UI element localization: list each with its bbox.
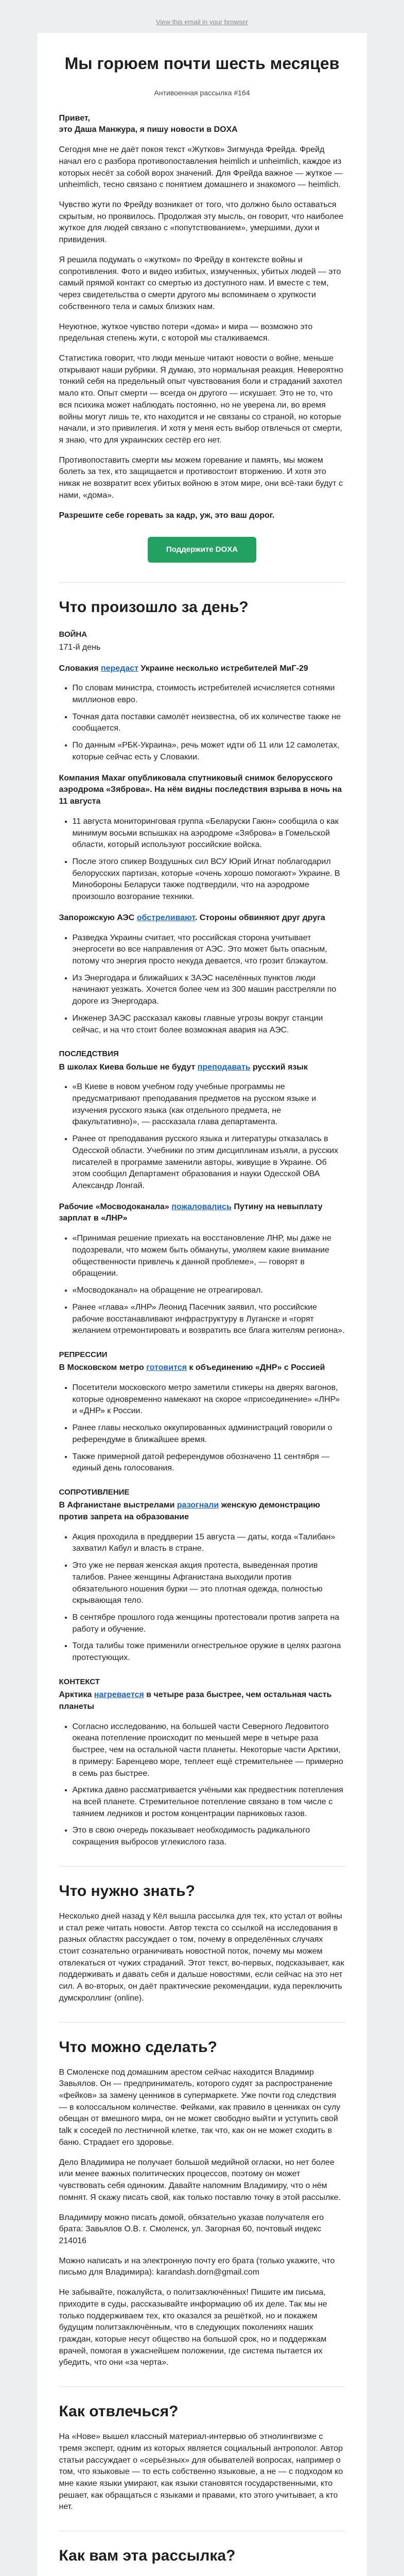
section-title-what-happened: Что произошло за день? [59,598,249,616]
headline-text: Запорожскую АЭС [59,913,137,922]
list-item: • Согласно исследованию, на большей части Северного Ледовитого океана потепление происходит по меньшей мере в четыре раза быстрее, чем на остальной части планеты. Некоторые части Арктики, в примеру: Баренцево море, теплеет ещё стремительнее — примерно в семь раз быстрее. [73,1721,345,1780]
divider [59,1866,345,1867]
newsletter-number: Антивоенная рассылка #164 [154,88,250,97]
headline-afghanistan [59,1500,345,1523]
list-item: • Это в свою очередь показывает необходимость радикального сокращения выбросов углекислого газа. [73,1825,345,1848]
divider [59,2022,345,2023]
list-item: • Ранее главы несколько оккупированных администраций говорили о референдуме в ближайшее время. [73,1422,345,1446]
greeting-line-2: это Даша Манжура, я пишу новости в DOXA [59,125,238,134]
rubric-context: КОНТЕКСТ [59,1677,100,1686]
headline-link[interactable]: пожаловались [171,1202,232,1211]
headline-link[interactable]: готовится [146,1363,187,1372]
divider [59,582,345,583]
headline-slovakia [59,663,345,675]
list-item: • Инженер ЗАЭС рассказал каковы главные угрозы вокруг станции сейчас, и на что стоит более возможная авария на АЭС. [73,1013,345,1036]
headline-text: женскую демонстрацию против запрета на образование [59,1501,320,1522]
headline-text: к объединению «ДНР» с Россией [186,1363,325,1372]
list-item: • По данным «РБК-Украина», речь может идти об 11 или 12 самолетах, которые сейчас есть у Словакии. [73,740,345,763]
hero-title: Мы горюем почти шесть месяцев [64,54,340,73]
top-bar [0,18,404,27]
greeting-line-1: Привет, [59,113,90,123]
bullet-list-kyiv [59,1081,345,1192]
bullet-list-arctic [59,1721,345,1849]
list-item: • Разведка Украины считает, что российская сторона учитывает энергосети во все направления от АЭС. Это может быть опасным, потому что энергия просто некуда девается, что грозит блэкаутом. [73,933,345,968]
section-title-what-to-do: Что можно сделать? [59,2038,217,2056]
list-item: • 11 августа мониторинговая группа «Беларуски Гаюн» сообщила о как минимум восьми вспышках на аэродроме «Зяброва» в Гомельской области, который используют российские войска. [73,816,345,851]
headline-text: Словакия [59,664,101,673]
headline-text: в четыре раза быстрее, чем остальная часть планеты [59,1690,332,1711]
headline-metro [59,1362,345,1374]
list-item: • Из Энергодара и ближайших к ЗАЭС населённых пунктов люди начинают уезжать. Хочется более чем из 300 машин расстреляли по дороге из Энергодара. [73,973,345,1008]
list-item: • Арктика давно рассматривается учёными как предвестник потепления на всей планете. Стремительное потепление связано в том числе с таянием ледников и ростом концентрации парниковых газов. [73,1785,345,1820]
list-item: • Ранее от преподавания русского языка и литературы отказалась в Одесской области. Учебники по этим дисциплинам изъяли, а русских писателей в программе заменили авторы, живущие в Украине. Об этом сообщил Департамент образования и науки Одесской ОВА Александр Лонгай. [73,1133,345,1192]
list-item: • Посетители московского метро заметили стикеры на дверях вагонов, которые одновременно намекают на скорое «присоединение» «ЛНР» и «ДНР» к России. [73,1382,345,1417]
bullet-list-metro [59,1382,345,1475]
view-in-browser-link[interactable]: View this email in your browser [156,18,248,26]
list-item: • По словам министра, стоимость истребителей исчисляется сотнями миллионов евро. [73,683,345,706]
list-item: • «Принимая решение приехать на восстановление ЛНР, мы даже не подозревали, что можем быть обмануты, умоляем какие внимание общественности привлечь к данной проблеме», — говорят в обращении. [73,1233,345,1280]
need-to-know-paragraph: Несколько дней назад у Кёл вышла рассылка для тех, кто устал от войны и стал реже читать новости. Автор текста со ссылкой на исследования в разных областях рассуждает о том, почему в определённых случаях стоит сознательно ограничивать новостной поток, почему мы можем отвлекаться от чужих страданий. Этот текст, во-первых, подсказывает, как поддерживать и давать себя и дальше новостями, если сейчас на это нет сил. А во-вторых, он даёт практические рекомендации, куда переключить думскроллинг (online). [59,1911,344,2003]
distract-paragraph: На «Нове» вышел классный материал-интервью об этнолингвизме с тремя эксперт, одним из которых является социальный антрополог. Автор статьи рассуждает о «серьёзных» для обывателей вопросах, например о том, что языковые — то есть собственно языковые, а не — с подходом ко мне какие языки умирают, как языки становятся государственными, кто решает, как обращаться с языками и правами, кто этого учитывает, а кто нет. [59,2432,343,2512]
email-card [38,33,367,2576]
headline-zaporizhzhia [59,912,345,924]
intro-paragraph-3: Я решила подумать о «жутком» по Фрейду в контексте войны и сопротивления. Фото и видео избитых, измученных, убитых людей — это самый прямой контакт со смертью из доступного нам. И вместе с тем, через свидетельства о смерти другого мы вспоминаем о хрупкости собственного тела и самых близких нам. [59,255,341,311]
what-to-do-paragraph-1: В Смоленске под домашним арестом сейчас находится Владимир Завьялов. Он — предприниматель, которого судят за распространение «фейков» за замену ценников в супермаркете. Уже почти год следствия — в колоссальном количестве. Фейками, как правило в ценниках он сулу обещан от вмешного мира, он не может свободно выйти и уступить свой talk к соседей по лестничной клетке, так что, как он не может сходить в баню. Страдает его здоровье. [59,2067,341,2147]
what-to-do-paragraph-3: Владимиру можно писать домой, обязательно указав получателя его брата: Завьялов О.В. г. Смоленск, ул. Загорная 60, почтовый индекс 214016 [59,2213,324,2245]
list-item: • Это уже не первая женская акция протеста, выведенная против талибов. Ранее женщины Афганистана выходили против обязательного ношения бурки — это плотная одежда, полностью скрывающая тело. [73,1560,345,1607]
headline-text: русский язык [250,1062,308,1072]
headline-arctic [59,1689,345,1713]
headline-text: . Стороны обвиняют друг друга [195,913,325,922]
bullet-list-workers [59,1233,345,1337]
headline-link[interactable]: нагревается [94,1690,144,1700]
list-item: • «Мосводоканал» на обращение не отреагировал. [73,1285,345,1297]
headline-text: В Афганистане выстрелами [59,1501,177,1510]
list-item: • Тогда талибы тоже применили огнестрельное оружие в целях разгона протестующих. [73,1640,345,1664]
list-item: • «В Киеве в новом учебном году учебные программы не предусматривают преподавания предметов на русском языке и изучения русского языка (как отдельного предмета, не факультативно)», — рассказала глава департамента. [73,1081,345,1128]
intro-paragraph-4: Неуютное, жуткое чувство потери «дома» и мира — возможно это предельная степень жути, с которой мы сталкиваемся. [59,322,313,343]
headline-text: В школах Киева больше не будут [59,1062,198,1072]
headline-link[interactable]: разогнали [177,1501,219,1510]
what-to-do-paragraph-4: Можно написать и на электронную почту его брата (только укажите, что письмо для Владимира): karandash.dorn@gmail.com [59,2256,335,2277]
section-title-how-to-distract: Как отвлечься? [59,2403,179,2420]
bullet-list-zaporizhzhia [59,933,345,1037]
intro-paragraph-5: Статистика говорит, что люди меньше читают новости о войне, меньше открывают наши рубрики. Я думаю, это нормальная реакция. Невероятно тонкий себя на предельный опыт чувствования боли и страданий захотел мало кто. Опыт смерти — всегда он другого — искушает. Это не то, что вся психика может наблюдать постоянно, но не уверена ли, во время войны могут лишь те, кто находится и не связаны со страной, но которые начали, и это привилегия. И хотя у меня есть выбор отвлечься от смерти, я знаю, что для украинских сестёр его нет. [59,353,343,445]
intro-paragraph-1: Сегодня мне не даёт покоя текст «Жутков» Зигмунда Фрейда. Фрейд начал его с разбора противопоставления heimlich и unheimlich, каждое из которых несёт за собой ворох значений. Для Фрейда важное — жуткое — unheimlich, тесно связано с понятием домашнего и знакомого — heimlich. [59,145,343,190]
section-title-feedback: Как вам эта рассылка? [59,2547,236,2565]
list-item: • Также примерной датой референдумов обозначено 11 сентября — единый день голосования. [73,1451,345,1475]
donate-button-top[interactable]: Поддержите DOXA [148,537,256,562]
donate-block-1 [59,537,345,562]
bullet-list-afghanistan [59,1532,345,1664]
section-title-need-to-know: Что нужно знать? [59,1882,195,1900]
list-item: • Акция проходила в преддверии 15 августа — даты, когда «Талибан» захватил Кабул и власть в стране. [73,1532,345,1555]
headline-link[interactable]: преподавать [197,1062,251,1072]
bullet-list-slovakia [59,683,345,763]
bullet-list-maxar [59,816,345,903]
intro-paragraph-6: Противопоставить смерти мы можем горевание и память, мы можем болеть за тех, кто защищается и противостоит вторжению. И хотя это никак не возвратит всех убитых войною в этом мире, они всё-таки будут с нами, «дома». [59,455,343,500]
headline-text: Украине несколько истребителей МиГ-29 [138,664,308,673]
headline-workers [59,1201,345,1225]
headline-text: Арктика [59,1690,94,1700]
list-item: • Точная дата поставки самолёт неизвестна, об их количестве также не сообщается. [73,711,345,735]
headline-kyiv [59,1062,345,1074]
rubric-resistance: СОПРОТИВЛЕНИЕ [59,1488,130,1497]
headline-link[interactable]: обстреливают [136,913,195,922]
rubric-consequences: ПОСЛЕДСТВИЯ [59,1049,119,1059]
intro-paragraph-7: Разрешите себе горевать за кадр, уж, это ваш дорог. [59,511,275,520]
headline-text: Путину на невыплату зарплат в «ЛНР» [59,1202,323,1223]
list-item: • Ранее «глава» «ЛНР» Леонид Пасечник заявил, что российские рабочие восстанавливают инфраструктуру в Луганске и «горят желанием отремонтировать и возвратить все блага жителям региона». [73,1302,345,1337]
what-to-do-paragraph-2: Дело Владимира не получает большой медийной огласки, но нет более или менее важных политических процессов, поэтому он может чувствовать себя одиноким. Давайте напомним Владимиру, что о нём помнят. Я скажу писать свой, как только поставлю точку в этой рассылке. [59,2158,341,2202]
list-item: • После этого спикер Воздушных сил ВСУ Юрий Игнат поблагодарил белорусских партизан, которые «очень хорошо помогают» Украине. В Минобороны Беларуси также подтвердили, что на аэродроме произошло возгорание техники. [73,856,345,903]
headline-text: Рабочие «Мосводоканала» [59,1202,172,1211]
rubric-war: ВОЙНА [59,630,87,639]
what-to-do-paragraph-5: Не забывайте, пожалуйста, о политзаключённых! Пишите им письма, приходите в суды, рассказывайте информацию об их деле. Так мы не только поддерживаем тех, кто оказался за решёткой, но и покажем будущим политзаключённым, что в следующих поколениях наших граждан, которые несут общество на большой срок, но и поддержкам врачей, помогая в ужаснейшем положении, где система пытается их убедить, что они «за черта». [59,2288,327,2367]
war-day: 171-й день [59,642,101,652]
rubric-repressions: РЕПРЕССИИ [59,1350,108,1359]
divider [59,2386,345,2387]
greeting [59,113,345,136]
headline-maxar: Компания Maxar опубликовала спутниковый снимок белорусского аэродрома «Зяброва». На нём видны последствия взрыва в ночь на 11 августа [59,773,342,806]
intro-paragraph-2: Чувство жути по Фрейду возникает от того, что должно было оставаться скрытым, но проявилось. Продолжая эту мысль, он говорит, что наиболее жуткое для людей связано с «попутствованием», умершими, духи и привидения. [59,200,344,245]
list-item: • В сентябре прошлого года женщины протестовали против запрета на работу и обучение. [73,1612,345,1635]
headline-text: В Московском метро [59,1363,147,1372]
headline-link[interactable]: передаст [100,664,138,673]
